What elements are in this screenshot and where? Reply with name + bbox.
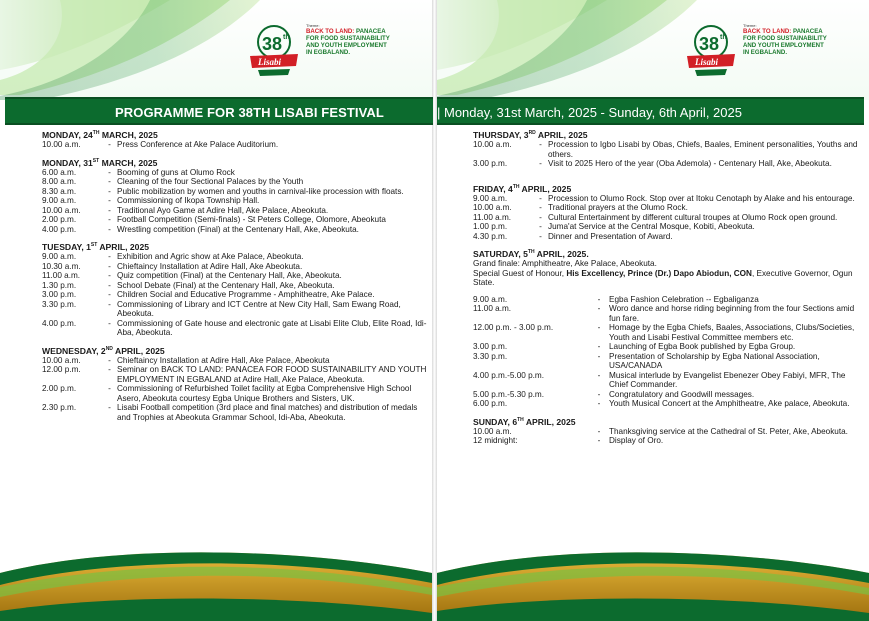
day-heading-monday-31: MONDAY, 31ST MARCH, 2025 (42, 157, 158, 168)
day-events (42, 356, 427, 423)
theme-label: Theme: (743, 23, 757, 28)
theme-line1-red: BACK TO LAND: (743, 28, 792, 35)
event-row (42, 319, 427, 338)
svg-text:38: 38 (699, 34, 720, 54)
event-dash: - (597, 436, 601, 445)
theme-label: Theme: (306, 23, 320, 28)
event-row (473, 222, 865, 232)
day-heading-wednesday-2: WEDNESDAY, 2ND APRIL, 2025 (42, 345, 165, 356)
day-events (42, 252, 427, 338)
event-time: 4.00 p.m. (42, 224, 77, 234)
event-description: Dinner and Presentation of Award. (548, 231, 673, 241)
event-description: Egba Fashion Celebration -- Egbaliganza (609, 294, 759, 304)
event-row (473, 390, 865, 400)
event-dash: - (108, 177, 111, 186)
event-description: Press Conference at Ake Palace Auditorium. (117, 140, 279, 149)
event-time: 10.30 a.m. (42, 261, 81, 271)
event-row (42, 177, 427, 187)
event-dash: - (539, 203, 542, 212)
event-row (42, 168, 427, 178)
day-events (473, 194, 865, 242)
event-time: 5.00 p.m.-5.30 p.m. (473, 389, 544, 399)
event-description: Seminar on BACK TO LAND: PANACEA FOR FOOD SUSTAINABILITY AND YOUTH EMPLOYMENT IN EGBALAND at Adire Hall, Ake Palace, Abeokuta. (117, 365, 427, 384)
event-description: Commissioning of Gate house and electronic gate at Lisabi Elite Club, Elite Road, Idi-Aba, Abeokuta. (117, 318, 427, 337)
event-dash: - (108, 205, 111, 215)
day-heading-friday-4: FRIDAY, 4TH APRIL, 2025 (473, 183, 572, 194)
right-schedule (473, 130, 865, 446)
event-time: 11.00 a.m. (42, 271, 81, 280)
event-dash: - (539, 140, 542, 149)
day-heading-sunday-6: SUNDAY, 6TH APRIL, 2025 (473, 416, 576, 427)
event-row (42, 140, 427, 150)
event-description: Congratulatory and Goodwill messages. (609, 389, 755, 399)
event-row (473, 295, 865, 305)
event-time: 2.00 p.m. (42, 215, 77, 224)
event-time: 3.00 p.m. (473, 342, 508, 351)
event-description: Quiz competition (Final) at the Centenary Hall, Ake, Abeokuta. (117, 271, 342, 280)
programme-banner-dates: | Monday, 31st March, 2025 - Sunday, 6th April, 2025 (437, 97, 864, 125)
day-events (473, 427, 865, 446)
day-events (42, 140, 427, 150)
day-heading-tuesday-1: TUESDAY, 1ST APRIL, 2025 (42, 242, 150, 252)
event-row (473, 323, 865, 342)
event-description: Youth Musical Concert at the Amphitheatre, Ake palace, Abeokuta. (609, 399, 850, 408)
event-row (473, 352, 865, 371)
footer-decoration (0, 543, 432, 621)
event-dash: - (108, 215, 111, 224)
event-time: 11.00 a.m. (473, 212, 512, 222)
event-dash: - (108, 384, 111, 393)
event-dash: - (108, 365, 111, 374)
event-dash: - (108, 403, 111, 412)
event-row (42, 206, 427, 216)
event-time: 8.30 a.m. (42, 186, 77, 196)
event-row (473, 140, 865, 159)
event-time: 12.00 p.m. - 3.00 p.m. (473, 323, 554, 332)
event-row (473, 213, 865, 223)
svg-text:th: th (720, 34, 727, 41)
event-dash: - (108, 299, 111, 309)
day-heading-saturday-5: SATURDAY, 5TH APRIL, 2025. (473, 249, 589, 259)
event-row (473, 159, 865, 169)
theme-line2: FOR FOOD SUSTAINABILITY (743, 35, 827, 42)
event-dash: - (108, 271, 111, 280)
svg-text:Lisabi: Lisabi (258, 57, 282, 67)
event-dash: - (108, 224, 111, 234)
event-row (473, 436, 865, 446)
theme-line2: FOR FOOD SUSTAINABILITY (306, 35, 390, 42)
svg-text:th: th (283, 34, 290, 41)
event-time: 3.30 p.m. (42, 299, 77, 309)
left-schedule (42, 130, 427, 422)
event-time: 2.00 p.m. (42, 384, 77, 393)
day-events (473, 140, 865, 169)
event-time: 10.00 a.m. (42, 140, 81, 149)
event-time: 1.30 p.m. (42, 280, 77, 290)
event-description: Traditional Ayo Game at Adire Hall, Ake Palace, Abeokuta. (117, 205, 329, 215)
event-description: Football Competition (Semi-finals) - St Peters College, Olomore, Abeokuta (117, 215, 386, 224)
event-dash: - (597, 342, 601, 351)
event-dash: - (539, 193, 542, 203)
event-description: Commissioning of Refurbished Toilet facility at Egba Comprehensive High School Asero, Abeokuta courtesy Egba Unique Brothers and Sisters, UK. (117, 384, 412, 403)
event-description: Public mobilization by women and youths in carnival-like procession with floats. (117, 186, 404, 196)
event-time: 10.00 a.m. (473, 426, 512, 436)
event-dash: - (597, 323, 601, 332)
event-time: 12 midnight: (473, 436, 518, 445)
event-time: 3.30 p.m. (473, 351, 508, 361)
event-time: 6.00 a.m. (42, 167, 77, 177)
event-time: 8.00 a.m. (42, 177, 77, 186)
svg-text:Lisabi: Lisabi (695, 57, 719, 67)
day-events (42, 168, 427, 235)
event-time: 2.30 p.m. (42, 403, 77, 412)
event-dash: - (108, 186, 111, 196)
event-description: Musical interlude by Evangelist Ebenezer Obey Fabiyi, MFR, The Chief Commander. (609, 370, 846, 389)
event-dash: - (108, 280, 111, 290)
theme-line1-green: PANACEA (354, 28, 386, 35)
event-row (42, 281, 427, 291)
event-time: 3.00 p.m. (473, 159, 508, 168)
event-time: 4.00 p.m.-5.00 p.m. (473, 370, 544, 380)
programme-banner-title: PROGRAMME FOR 38TH LISABI FESTIVAL (5, 97, 433, 125)
event-row (42, 356, 427, 366)
event-row (42, 384, 427, 403)
event-time: 9.00 a.m. (473, 294, 508, 304)
event-time: 10.00 a.m. (473, 203, 512, 212)
event-row (473, 427, 865, 437)
lisabi-38th-logo (685, 22, 737, 80)
event-description: Commissioning of Ikopa Township Hall. (117, 196, 260, 205)
event-time: 12.00 p.m. (42, 365, 81, 374)
event-dash: - (539, 222, 542, 231)
event-time: 9.00 a.m. (42, 252, 77, 261)
theme-line3: AND YOUTH EMPLOYMENT (743, 42, 824, 49)
day-events (473, 295, 865, 409)
event-row (42, 300, 427, 319)
event-description: Wrestling competition (Final) at the Centenary Hall, Ake, Abeokuta. (117, 224, 359, 234)
event-dash: - (539, 159, 542, 168)
event-dash: - (597, 389, 601, 399)
event-description: Commissioning of Library and ICT Centre at New City Hall, Sam Ewang Road, Abeokuta. (117, 299, 401, 318)
event-description: Visit to 2025 Hero of the year (Oba Ademola) - Centenary Hall, Ake, Abeokuta. (548, 159, 832, 168)
event-description: Cultural Entertainment by different cultural troupes at Olumo Rock open ground. (548, 212, 838, 222)
event-description: Children Social and Educative Programme - Amphitheatre, Ake Palace. (117, 290, 375, 299)
theme-line1-green: PANACEA (791, 28, 823, 35)
event-time: 4.30 p.m. (473, 231, 508, 241)
event-time: 9.00 a.m. (42, 196, 77, 205)
event-dash: - (108, 318, 111, 328)
event-description: Chieftaincy Installation at Adire Hall, Ake Palace, Abeokuta (117, 355, 330, 365)
left-page (0, 0, 432, 621)
event-dash: - (597, 351, 601, 361)
event-description: Display of Oro. (609, 436, 664, 445)
event-dash: - (108, 140, 111, 149)
event-dash: - (597, 304, 601, 313)
event-description: Exhibition and Agric show at Ake Palace, Abeokuta. (117, 252, 304, 261)
event-row (42, 252, 427, 262)
event-time: 9.00 a.m. (473, 193, 508, 203)
event-description: Lisabi Football competition (3rd place and final matches) and distribution of medals and Trophies at Abeokuta Grammar School, Idi-Aba, Abeokuta. (117, 403, 418, 422)
theme-text (743, 23, 869, 56)
event-time: 10.00 a.m. (473, 140, 512, 149)
event-time: 3.00 p.m. (42, 290, 77, 299)
event-time: 1.00 p.m. (473, 222, 508, 231)
event-description: Woro dance and horse riding beginning from the four Sections amid fun fare. (609, 304, 855, 323)
theme-line4: IN EGBALAND. (306, 49, 351, 56)
footer-decoration (437, 543, 869, 621)
event-description: Presentation of Scholarship by Egba National Association, USA/CANADA (609, 351, 820, 370)
event-description: Juma'at Service at the Central Mosque, Kobiti, Abeokuta. (548, 222, 755, 231)
event-description: Chieftaincy Installation at Adire Hall, Ake Abeokuta. (117, 261, 303, 271)
event-time: 10.00 a.m. (42, 205, 81, 215)
grand-finale-note: Grand finale: Amphitheatre, Ake Palace, Abeokuta. (473, 259, 657, 268)
event-dash: - (108, 261, 111, 271)
event-description: Launching of Egba Book published by Egba Group. (609, 342, 796, 351)
lisabi-38th-logo (248, 22, 300, 80)
event-row (473, 203, 865, 213)
event-row (473, 194, 865, 204)
event-row (42, 262, 427, 272)
day-heading-monday-24: MONDAY, 24TH MARCH, 2025 (42, 130, 158, 140)
event-row (42, 187, 427, 197)
event-time: 6.00 p.m. (473, 399, 508, 408)
theme-line4: IN EGBALAND. (743, 49, 788, 56)
day-heading-thursday-3: THURSDAY, 3RD APRIL, 2025 (473, 130, 588, 140)
theme-line1-red: BACK TO LAND: (306, 28, 355, 35)
event-description: Thanksgiving service at the Cathedral of St. Peter, Ake, Abeokuta. (609, 426, 848, 436)
right-page (437, 0, 869, 621)
event-description: Booming of guns at Olumo Rock (117, 167, 235, 177)
event-description: Homage by the Egba Chiefs, Baales, Associations, Clubs/Societies, Youth and Lisabi Festival Committee members etc. (609, 323, 855, 342)
event-dash: - (539, 212, 542, 222)
event-row (42, 365, 427, 384)
event-description: Procession to Olumo Rock. Stop over at Itoku Cenotaph by Alake and his entourage. (548, 193, 855, 203)
theme-line3: AND YOUTH EMPLOYMENT (306, 42, 387, 49)
event-time: 4.00 p.m. (42, 318, 77, 328)
event-dash: - (108, 252, 111, 261)
event-dash: - (108, 355, 111, 365)
event-row (42, 225, 427, 235)
special-guest-note: Special Guest of Honour, His Excellency, Prince (Dr.) Dapo Abiodun, CON, Executive Governor, Ogun State. (473, 268, 853, 287)
event-dash: - (597, 370, 601, 380)
event-dash: - (539, 231, 542, 241)
event-row (473, 399, 865, 409)
event-dash: - (108, 196, 111, 205)
event-dash: - (108, 290, 111, 299)
theme-text (306, 23, 432, 56)
event-time: 11.00 a.m. (473, 304, 512, 313)
event-dash: - (597, 399, 601, 408)
event-dash: - (597, 294, 601, 304)
event-row (42, 290, 427, 300)
event-time: 10.00 a.m. (42, 355, 81, 365)
svg-text:38: 38 (262, 34, 283, 54)
event-description: School Debate (Final) at the Centenary Hall, Ake, Abeokuta. (117, 280, 335, 290)
event-row (42, 196, 427, 206)
event-row (42, 215, 427, 225)
event-description: Procession to Igbo Lisabi by Obas, Chiefs, Baales, Eminent personalities, Youths and others. (548, 140, 858, 159)
event-row (42, 403, 427, 422)
event-row (42, 271, 427, 281)
event-row (473, 342, 865, 352)
event-row (473, 232, 865, 242)
event-dash: - (108, 167, 111, 177)
event-description: Traditional prayers at the Olumo Rock. (548, 203, 688, 212)
event-row (473, 304, 865, 323)
event-row (473, 371, 865, 390)
event-description: Cleaning of the four Sectional Palaces by the Youth (117, 177, 304, 186)
event-dash: - (597, 426, 601, 436)
